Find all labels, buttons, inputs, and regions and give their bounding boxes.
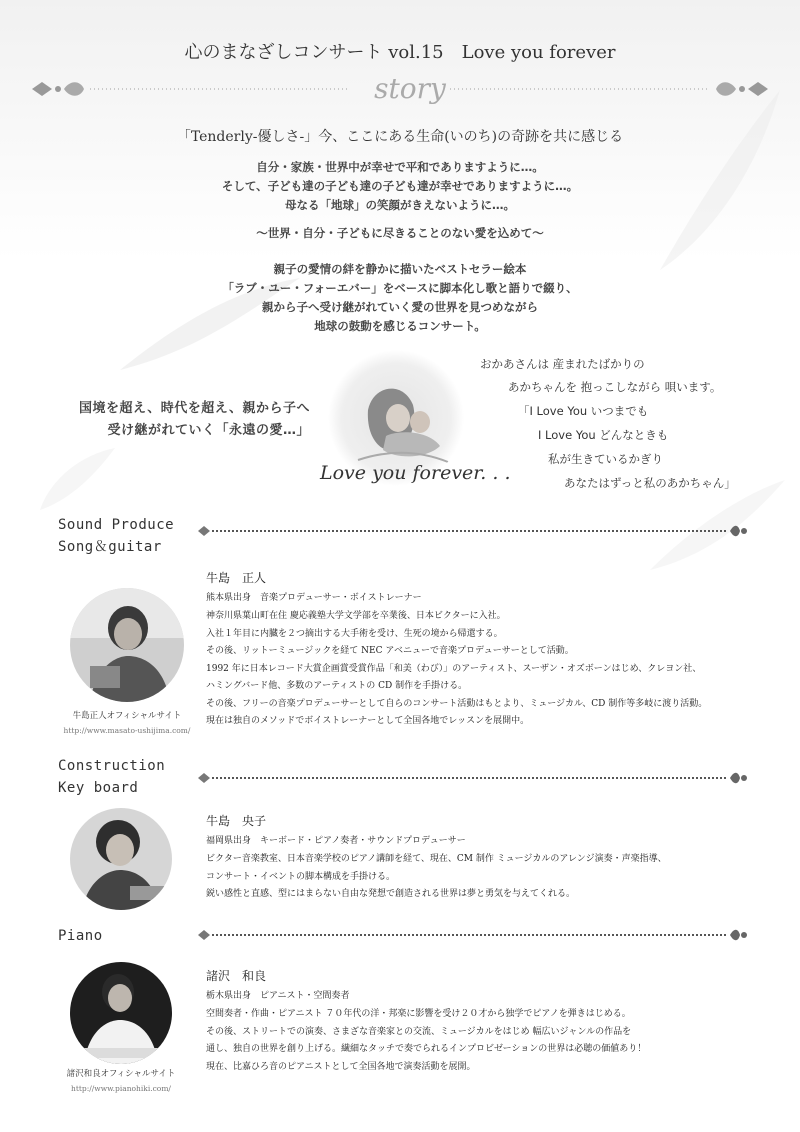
bio-line: 1992 年に日本レコード大賞企画賞受賞作品「和美（わび）」のアーティスト、スーザン・オズボーンはじめ、クレヨン社、: [206, 663, 702, 674]
tagline: 「Tenderly-優しさ-」今、ここにある生命(いのち)の奇跡を共に感じる: [176, 129, 624, 145]
divider-end-icon: [196, 771, 212, 785]
ornament-left-icon: [30, 78, 360, 100]
performer-name: 牛島 央子: [206, 814, 267, 828]
section-heading-line: Piano: [58, 928, 103, 944]
bio-line: 神奈川県葉山町在住 慶応義塾大学文学部を卒業後、日本ビクターに入社。: [206, 611, 506, 621]
page-title: 心のまなざしコンサート vol.15 Love you forever: [184, 42, 616, 63]
bio-line: その後、ストリートでの演奏、さまざな音楽家との交流、ミュージカルをはじめ 幅広いジャンルの作品を: [206, 1026, 632, 1037]
intro-left-block: [40, 398, 310, 442]
bio-line: 通し、独自の世界を創り上げる。繊細なタッチで奏でられるインプロビゼーションの世界は必聴の価値あり！: [206, 1044, 647, 1054]
bio-line: その後、フリーの音楽プロデューサーとして自らのコンサート活動はもとより、ミュージカル、CD 制作等多岐に渡り活動。: [206, 698, 708, 709]
bio-line: 入社１年目に内臓を２つ摘出する大手術を受け、生死の境から帰還する。: [206, 628, 503, 639]
bio-line: コンサート・イベントの脚本構成を手掛ける。: [206, 871, 396, 882]
bio-line: 空間奏者・作曲・ピアニスト ７０年代の洋・邦楽に影響を受け２０才から独学でピアノを弾きはじめる。: [206, 1009, 631, 1019]
divider-end-icon: [196, 928, 212, 942]
wish-line: 自分・家族・世界中が幸せで平和でありますように…。: [256, 160, 544, 174]
section-divider: [196, 524, 748, 538]
performer-role: 福岡県出身 キーボード・ピアノ奏者・サウンドプロデューサー: [206, 836, 466, 846]
poem-line: おかあさんは 産まれたばかりの: [480, 357, 645, 371]
section-heading: [58, 755, 165, 799]
bio-line: ハミングバード他、多数のアーティストの CD 制作を手掛ける。: [206, 681, 468, 691]
section-divider: [196, 928, 748, 942]
bio-line: 鋭い感性と直感、型にはまらない自由な発想で創造される世界は夢と勇気を与えてくれる。: [206, 889, 576, 899]
bio-line: その後、リットーミュージックを経て NEC アベニューで音楽プロデューサーとして活動。: [206, 646, 574, 656]
wish-line: そして、子ども達の子ども達の子ども達が幸せでありますように…。: [221, 179, 579, 193]
official-site-caption: 牛島正人オフィシャルサイト: [72, 711, 182, 721]
section-heading-line: Key board: [58, 780, 139, 796]
avatar: [70, 962, 172, 1064]
story-ornament: [30, 72, 770, 106]
intro-left-line: 受け継がれていく「永遠の愛…」: [107, 423, 310, 438]
poem-line: I Love You どんなときも: [538, 428, 669, 442]
official-site-url[interactable]: http://www.masato-ushijima.com/: [63, 726, 191, 735]
section-heading: [58, 514, 174, 558]
fleur-icon: [726, 924, 748, 946]
ornament-right-icon: [440, 78, 770, 100]
official-site-caption: 諸沢和良オフィシャルサイト: [66, 1069, 176, 1079]
performer-bio: [206, 608, 707, 731]
description-line: 親から子へ受け継がれていく愛の世界を見つめながら: [262, 300, 538, 314]
performer-bio: [206, 1006, 646, 1076]
performer-name: 牛島 正人: [206, 571, 267, 585]
wishes-block: [0, 158, 800, 215]
theme-line: 〜世界・自分・子どもに尽きることのない愛を込めて〜: [256, 226, 544, 240]
avatar: [70, 588, 184, 702]
section-heading-line: Song＆guitar: [58, 539, 162, 555]
story-heading: story: [374, 72, 446, 105]
bio-line: 現在、比嘉ひろ音のピアニストとして全国各地で演奏活動を展開。: [206, 1061, 476, 1072]
description-line: 「ラブ・ユー・フォーエバー」をベースに脚本化し歌と語りで綴り、: [222, 281, 578, 295]
avatar: [70, 808, 172, 910]
performer-name: 諸沢 和良: [206, 969, 267, 983]
feather-decoration: [30, 440, 120, 520]
description-line: 地球の鼓動を感じるコンサート。: [314, 319, 486, 333]
script-title: Love you forever. . .: [320, 462, 511, 484]
bio-line: ビクター音楽教室、日本音楽学校のピアノ講師を経て、現在、CM 制作 ミュージカルのアレンジ演奏・声楽指導、: [206, 854, 667, 864]
wish-line: 母なる「地球」の笑顔がきえないように…。: [285, 198, 515, 212]
section-divider: [196, 771, 748, 785]
performer-bio: [206, 851, 667, 904]
description-block: [0, 260, 800, 336]
official-site-url[interactable]: http://www.pianohiki.com/: [71, 1084, 171, 1093]
description-line: 親子の愛情の絆を静かに描いたベストセラー絵本: [273, 262, 527, 276]
section-heading-line: Construction: [58, 758, 166, 774]
performer-role: 熊本県出身 音楽プロデューサー・ボイストレーナー: [206, 593, 422, 603]
poem-line: あなたはずっと私のあかちゃん」: [564, 476, 736, 490]
poem-line: 「I Love You いつまでも: [518, 404, 649, 418]
section-heading-line: Sound Produce: [58, 517, 175, 533]
poem-line: あかちゃんを 抱っこしながら 唄います。: [508, 380, 722, 394]
fleur-icon: [726, 520, 748, 542]
intro-left-line: 国境を超え、時代を超え、親から子へ: [78, 401, 310, 416]
divider-end-icon: [196, 524, 212, 538]
performer-role: 栃木県出身 ピアニスト・空間奏者: [206, 991, 350, 1001]
section-heading: [58, 925, 103, 947]
poem-line: 私が生きているかぎり: [548, 452, 663, 466]
bio-line: 現在は独自のメソッドでボイストレーナーとして全国各地でレッスンを展開中。: [206, 716, 530, 726]
fleur-icon: [726, 767, 748, 789]
